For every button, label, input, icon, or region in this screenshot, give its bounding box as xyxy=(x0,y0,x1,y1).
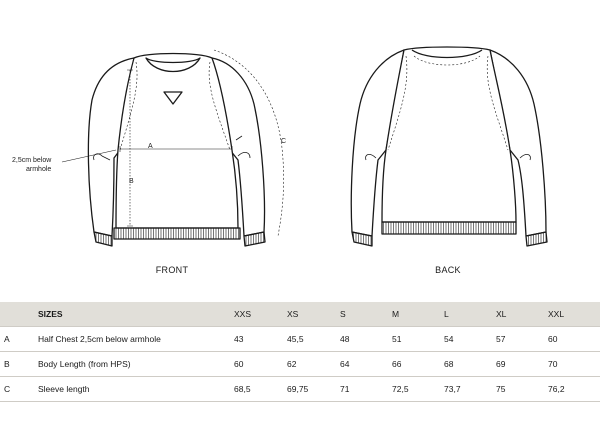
row-label: Body Length (from HPS) xyxy=(38,352,234,377)
size-header: S xyxy=(340,302,392,327)
table-cell: 51 xyxy=(392,327,444,352)
table-cell: 66 xyxy=(392,352,444,377)
back-hem-rib xyxy=(382,222,516,234)
size-header: L xyxy=(444,302,496,327)
callout-line-1: 2,5cm below xyxy=(12,157,52,164)
table-cell: 48 xyxy=(340,327,392,352)
table-cell: 64 xyxy=(340,352,392,377)
table-row xyxy=(0,327,600,352)
table-cell: 69 xyxy=(496,352,548,377)
table-row xyxy=(0,377,600,402)
chest-measure-callout xyxy=(12,156,51,174)
front-view-label: FRONT xyxy=(155,265,189,275)
code-header xyxy=(0,302,38,327)
dimension-label-c: C xyxy=(281,138,287,145)
table-cell: 62 xyxy=(287,352,340,377)
table-cell: 43 xyxy=(234,327,287,352)
row-label: Half Chest 2,5cm below armhole xyxy=(38,327,234,352)
sweatshirt-front-drawing xyxy=(88,54,265,247)
size-header: M xyxy=(392,302,444,327)
front-hem-rib xyxy=(114,228,240,239)
table-cell: 68 xyxy=(444,352,496,377)
back-view-label: BACK xyxy=(435,265,461,275)
row-code: A xyxy=(0,327,38,352)
size-header: XL xyxy=(496,302,548,327)
table-cell: 71 xyxy=(340,377,392,402)
table-cell: 75 xyxy=(496,377,548,402)
size-chart-table xyxy=(0,302,600,402)
row-code: B xyxy=(0,352,38,377)
table-cell: 60 xyxy=(234,352,287,377)
table-cell: 45,5 xyxy=(287,327,340,352)
table-cell: 68,5 xyxy=(234,377,287,402)
table-cell: 57 xyxy=(496,327,548,352)
table-row xyxy=(0,352,600,377)
callout-line-2: armhole xyxy=(26,166,52,173)
size-header: XXS xyxy=(234,302,287,327)
size-header: XXL xyxy=(548,302,600,327)
sweatshirt-back-drawing xyxy=(351,47,547,246)
table-cell: 73,7 xyxy=(444,377,496,402)
table-cell: 60 xyxy=(548,327,600,352)
table-cell: 76,2 xyxy=(548,377,600,402)
row-code: C xyxy=(0,377,38,402)
table-cell: 54 xyxy=(444,327,496,352)
row-label: Sleeve length xyxy=(38,377,234,402)
size-header: XS xyxy=(287,302,340,327)
dimension-label-b: B xyxy=(129,178,134,185)
dimension-label-a: A xyxy=(148,143,153,150)
table-cell: 70 xyxy=(548,352,600,377)
sizes-header: SIZES xyxy=(38,302,234,327)
table-cell: 72,5 xyxy=(392,377,444,402)
table-header-row xyxy=(0,302,600,327)
table-cell: 69,75 xyxy=(287,377,340,402)
